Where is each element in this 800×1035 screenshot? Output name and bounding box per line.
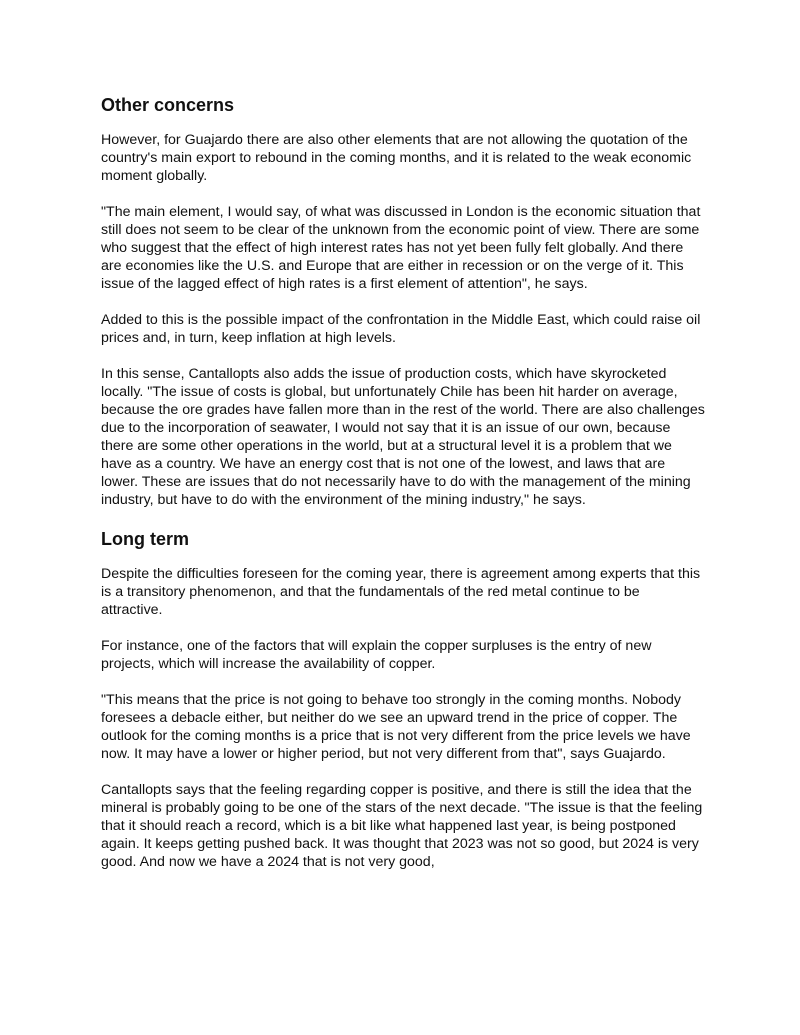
paragraph: "This means that the price is not going to behave too strongly in the coming months. Nobody foresees a debacle either, but neither do we see an upward trend in the price of copper. The outlook for the coming months is a price that is not very different from the price levels we have now. It may have a lower or higher period, but not very different from that", says Guajardo. xyxy=(101,692,691,762)
paragraph: "The main element, I would say, of what was discussed in London is the economic situation that still does not seem to be clear of the unknown from the economic point of view. There are some who suggest that the effect of high interest rates has not yet been fully felt globally. And there are economies like the U.S. and Europe that are either in recession or on the verge of it. This issue of the lagged effect of high rates is a first element of attention", he says. xyxy=(101,204,701,292)
document-page xyxy=(101,93,705,889)
section-long-term xyxy=(101,527,705,871)
section-heading: Long term xyxy=(101,529,189,549)
paragraph: In this sense, Cantallopts also adds the issue of production costs, which have skyrocketed locally. "The issue of costs is global, but unfortunately Chile has been hit harder on average, because the ore grades have fallen more than in the rest of the world. There are also challenges due to the incorporation of seawater, I would not say that it is an issue of our own, because there are some other operations in the world, but at a structural level it is a problem that we have as a country. We have an energy cost that is not one of the lowest, and laws that are lower. These are issues that do not necessarily have to do with the management of the mining industry, but have to do with the environment of the mining industry," he says. xyxy=(101,366,705,508)
paragraph: However, for Guajardo there are also other elements that are not allowing the quotation of the country's main export to rebound in the coming months, and it is related to the weak economic moment globally. xyxy=(101,132,692,184)
paragraph: Cantallopts says that the feeling regarding copper is positive, and there is still the idea that the mineral is probably going to be one of the stars of the next decade. "The issue is that the feeling that it should reach a record, which is a bit like what happened last year, is being postponed again. It keeps getting pushed back. It was thought that 2023 was not so good, but 2024 is very good. And now we have a 2024 that is not very good, xyxy=(101,782,703,870)
paragraph: Added to this is the possible impact of the confrontation in the Middle East, which could raise oil prices and, in turn, keep inflation at high levels. xyxy=(101,312,701,346)
section-heading: Other concerns xyxy=(101,95,235,115)
paragraph: Despite the difficulties foreseen for the coming year, there is agreement among experts that this is a transitory phenomenon, and that the fundamentals of the red metal continue to be attractive. xyxy=(101,566,701,618)
paragraph: For instance, one of the factors that will explain the copper surpluses is the entry of new projects, which will increase the availability of copper. xyxy=(101,638,652,672)
section-other-concerns xyxy=(101,93,705,509)
